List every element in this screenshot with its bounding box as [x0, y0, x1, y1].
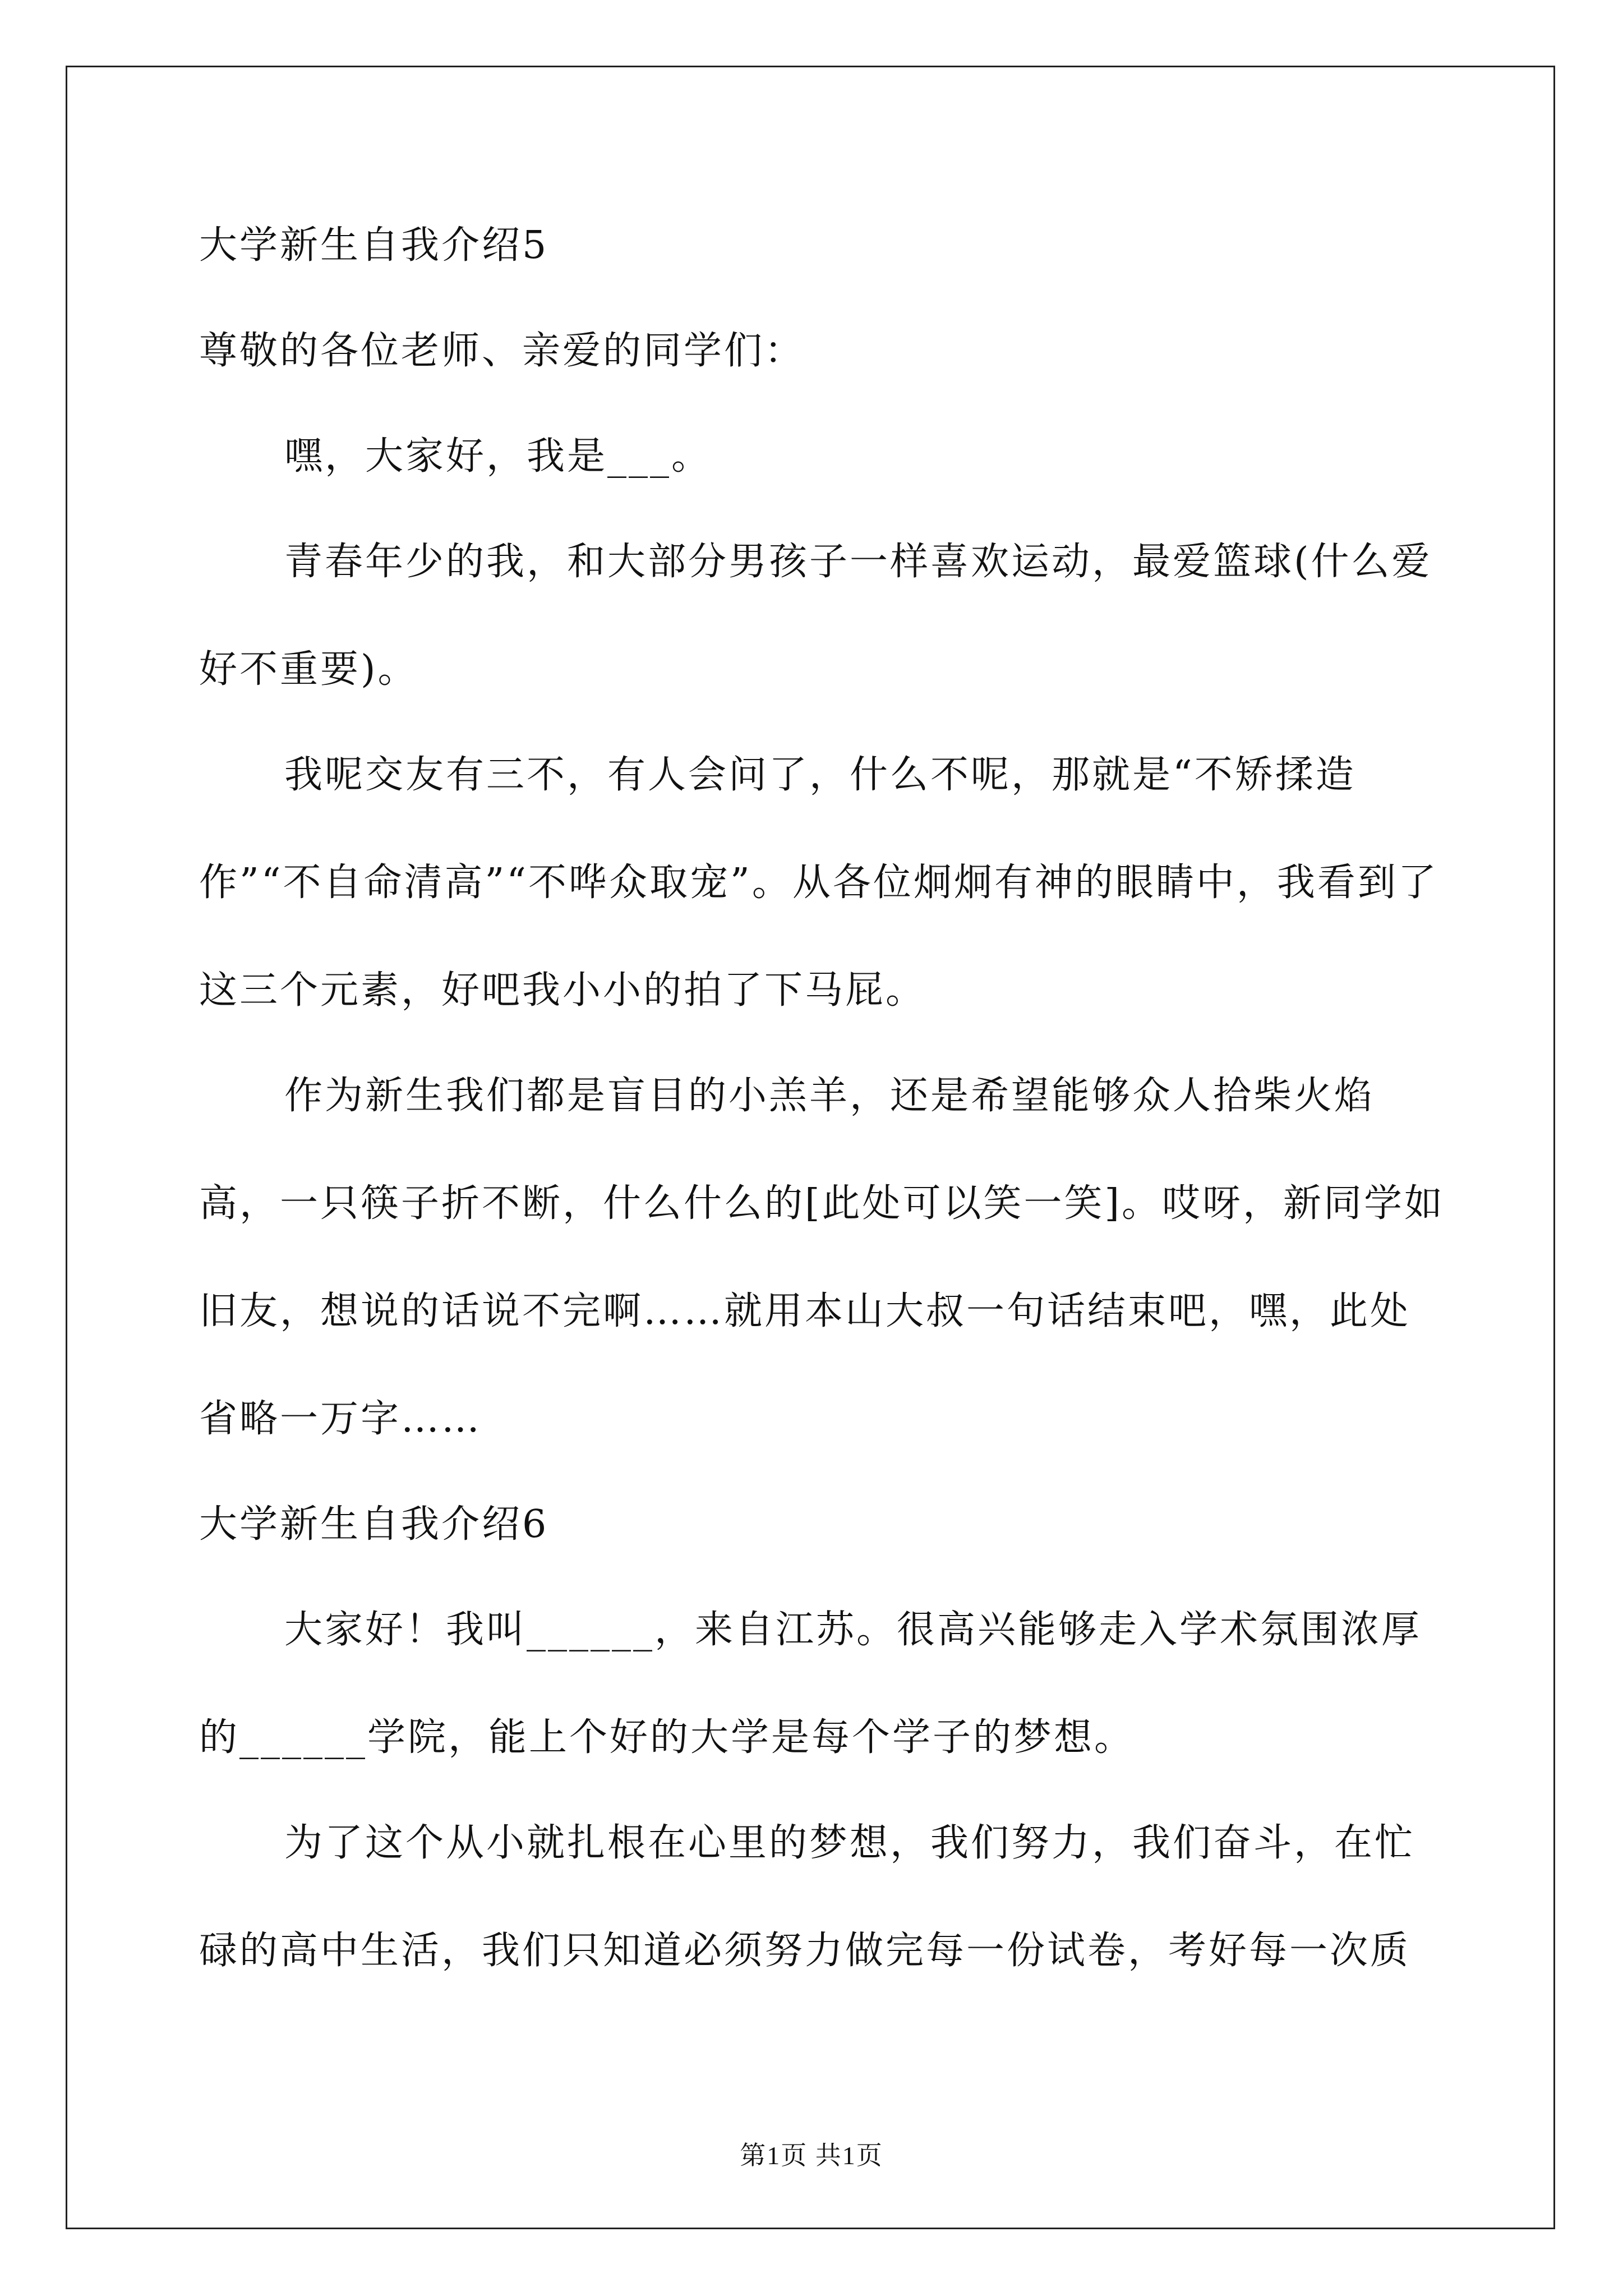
paragraph: 大家好！我叫______，来自江苏。很高兴能够走入学术氛围浓厚的______学院，能上个好的大学是每个学子的梦想。: [199, 1608, 1422, 1760]
paragraph: 我呢交友有三不，有人会问了，什么不呢，那就是“不矫揉造作”“不自命清高”“不哗众取宠”。从各位炯炯有神的眼睛中，我看到了这三个元素，好吧我小小的拍了下马屁。: [199, 753, 1438, 1013]
paragraph: 作为新生我们都是盲目的小羔羊，还是希望能够众人拾柴火焰高，一只筷子折不断，什么什么的[此处可以笑一笑]。哎呀，新同学如旧友，想说的话说不完啊……就用本山大叔一句话结束吧，嘿，此处省略一万字……: [199, 1074, 1445, 1441]
page-footer: 第1页 共1页: [740, 2141, 883, 2170]
section-heading-5: 大学新生自我介绍5: [199, 223, 549, 268]
section-heading-6: 大学新生自我介绍6: [199, 1502, 549, 1547]
paragraph: 青春年少的我，和大部分男孩子一样喜欢运动，最爱篮球(什么爱好不重要)。: [199, 540, 1432, 692]
salutation: 尊敬的各位老师、亲爱的同学们：: [199, 329, 805, 373]
document-body: [199, 219, 1450, 2005]
paragraph: 嘿，大家好，我是___。: [284, 434, 712, 478]
paragraph: 为了这个从小就扎根在心里的梦想，我们努力，我们奋斗，在忙碌的高中生活，我们只知道必须努力做完每一份试卷，考好每一次质: [199, 1821, 1415, 1973]
